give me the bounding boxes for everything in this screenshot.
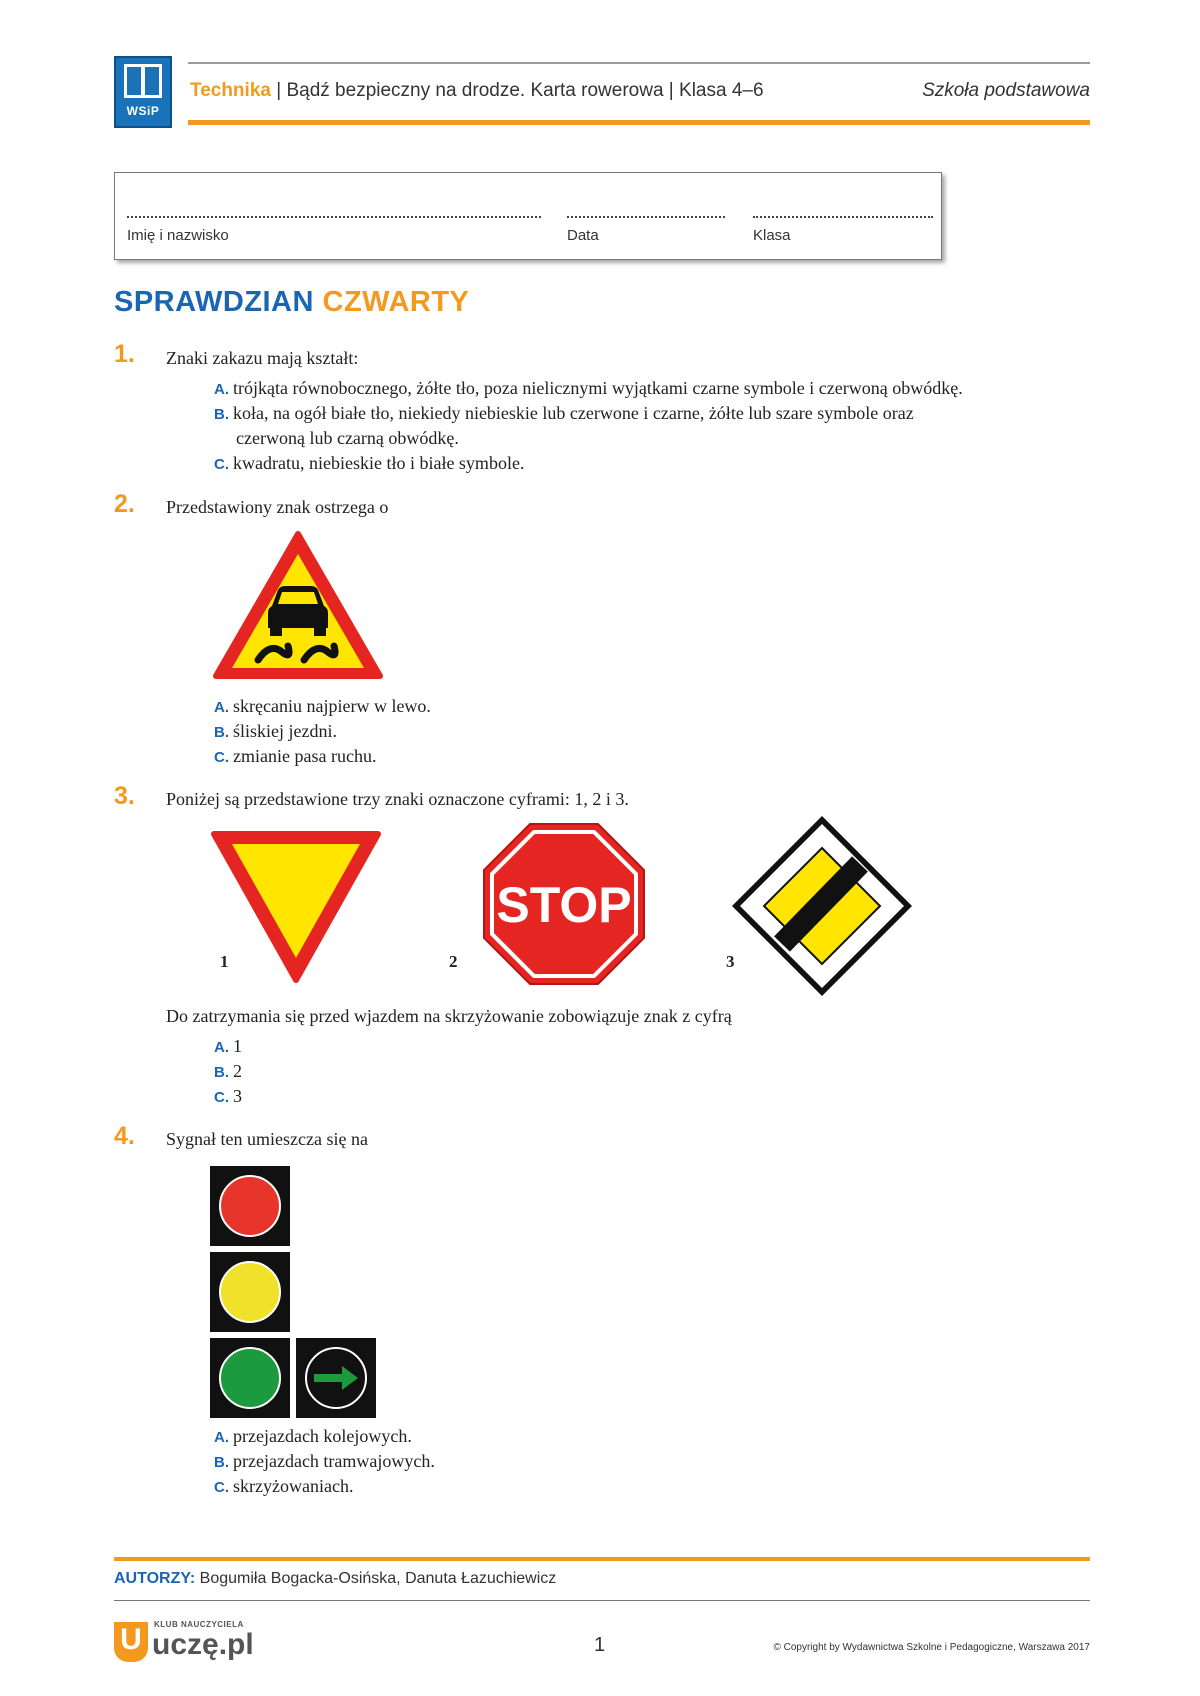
- header-school: Szkoła podstawowa: [922, 80, 1090, 101]
- header-grade: Klasa 4–6: [679, 80, 764, 101]
- copyright: © Copyright by Wydawnictwa Szkolne i Pedagogiczne, Warszawa 2017: [773, 1642, 1090, 1653]
- stop-sign-text: STOP: [496, 877, 632, 933]
- question-4-number: 4.: [114, 1122, 135, 1150]
- date-field-line[interactable]: [567, 216, 725, 218]
- question-1-number: 1.: [114, 340, 135, 368]
- ucze-logo-letter: U: [114, 1622, 148, 1662]
- question-2-option-c[interactable]: C. zmianie pasa ruchu.: [214, 746, 377, 766]
- yield-sign-icon: [210, 830, 382, 986]
- footer-divider-bottom: [114, 1600, 1090, 1601]
- question-2-text: Przedstawiony znak ostrzega o: [166, 497, 389, 517]
- header-divider-top: [188, 62, 1090, 64]
- question-1-option-a[interactable]: A. trójkąta równobocznego, żółte tło, poza nielicznymi wyjątkami czarne symbole i czerwoną obwódkę.: [214, 378, 963, 398]
- ucze-logo-icon[interactable]: [114, 1618, 264, 1664]
- green-arrow-right-icon: [296, 1338, 376, 1418]
- ucze-logo-name: uczę.pl: [152, 1628, 254, 1661]
- traffic-light-green-icon: [210, 1338, 290, 1418]
- question-1-option-c[interactable]: C. kwadratu, niebieskie tło i białe symbole.: [214, 453, 525, 473]
- question-4-text: Sygnał ten umieszcza się na: [166, 1129, 368, 1149]
- question-4-option-c[interactable]: C. skrzyżowaniach.: [214, 1476, 354, 1496]
- question-3-option-b[interactable]: B. 2: [214, 1061, 242, 1081]
- class-field-line[interactable]: [753, 216, 933, 218]
- name-field-label: Imię i nazwisko: [127, 227, 229, 244]
- wsip-logo-text: WSiP: [126, 104, 160, 118]
- title-part1: SPRAWDZIAN: [114, 286, 314, 318]
- header-separator: |: [270, 80, 287, 101]
- date-field-label: Data: [567, 227, 599, 244]
- question-3-number: 3.: [114, 782, 135, 810]
- page-title: [114, 286, 469, 319]
- footer-authors: [114, 1570, 556, 1588]
- sign-3-label: 3: [726, 952, 735, 971]
- question-2-number: 2.: [114, 490, 135, 518]
- header-title: [190, 80, 764, 102]
- class-field-label: Klasa: [753, 227, 791, 244]
- header-subject: Technika: [190, 80, 271, 101]
- student-info-box: [114, 172, 942, 260]
- question-1-text: Znaki zakazu mają kształt:: [166, 348, 359, 368]
- name-field-line[interactable]: [127, 216, 541, 218]
- priority-road-sign-icon: [730, 814, 914, 998]
- question-3-option-c[interactable]: C. 3: [214, 1086, 242, 1106]
- question-1-option-b[interactable]: B. koła, na ogół białe tło, niekiedy niebieskie lub czerwone i czarne, żółte lub szare symbole oraz: [214, 403, 914, 423]
- authors-names: Bogumiła Bogacka-Osińska, Danuta Łazuchiewicz: [199, 1570, 557, 1587]
- question-4-option-a[interactable]: A. przejazdach kolejowych.: [214, 1426, 412, 1446]
- footer-divider-top: [114, 1557, 1090, 1561]
- question-1-option-b-continued: czerwoną lub czarną obwódkę.: [236, 428, 459, 448]
- header-separator: |: [663, 80, 680, 101]
- question-2-option-a[interactable]: A. skręcaniu najpierw w lewo.: [214, 696, 431, 716]
- traffic-light-yellow-icon: [210, 1252, 290, 1332]
- sign-2-label: 2: [449, 952, 458, 971]
- slippery-road-sign-icon: [212, 530, 384, 682]
- traffic-light-red-icon: [210, 1166, 290, 1246]
- question-3-option-a[interactable]: A. 1: [214, 1036, 242, 1056]
- page-number: 1: [594, 1634, 606, 1656]
- question-3-prompt: Do zatrzymania się przed wjazdem na skrzyżowanie zobowiązuje znak z cyfrą: [166, 1006, 732, 1026]
- question-2-option-b[interactable]: B. śliskiej jezdni.: [214, 721, 337, 741]
- ucze-logo-small: KLUB NAUCZYCIELA: [154, 1620, 244, 1629]
- question-3-text: Poniżej są przedstawione trzy znaki oznaczone cyframi: 1, 2 i 3.: [166, 789, 629, 809]
- question-4-option-b[interactable]: B. przejazdach tramwajowych.: [214, 1451, 435, 1471]
- header-topic: Bądź bezpieczny na drodze. Karta rowerowa: [286, 80, 664, 101]
- sign-1-label: 1: [220, 952, 229, 971]
- title-part2: CZWARTY: [322, 286, 470, 318]
- header-divider-bottom: [188, 120, 1090, 125]
- stop-sign-icon: [482, 822, 646, 986]
- wsip-logo-icon: [114, 56, 172, 128]
- authors-label: AUTORZY:: [114, 1570, 196, 1587]
